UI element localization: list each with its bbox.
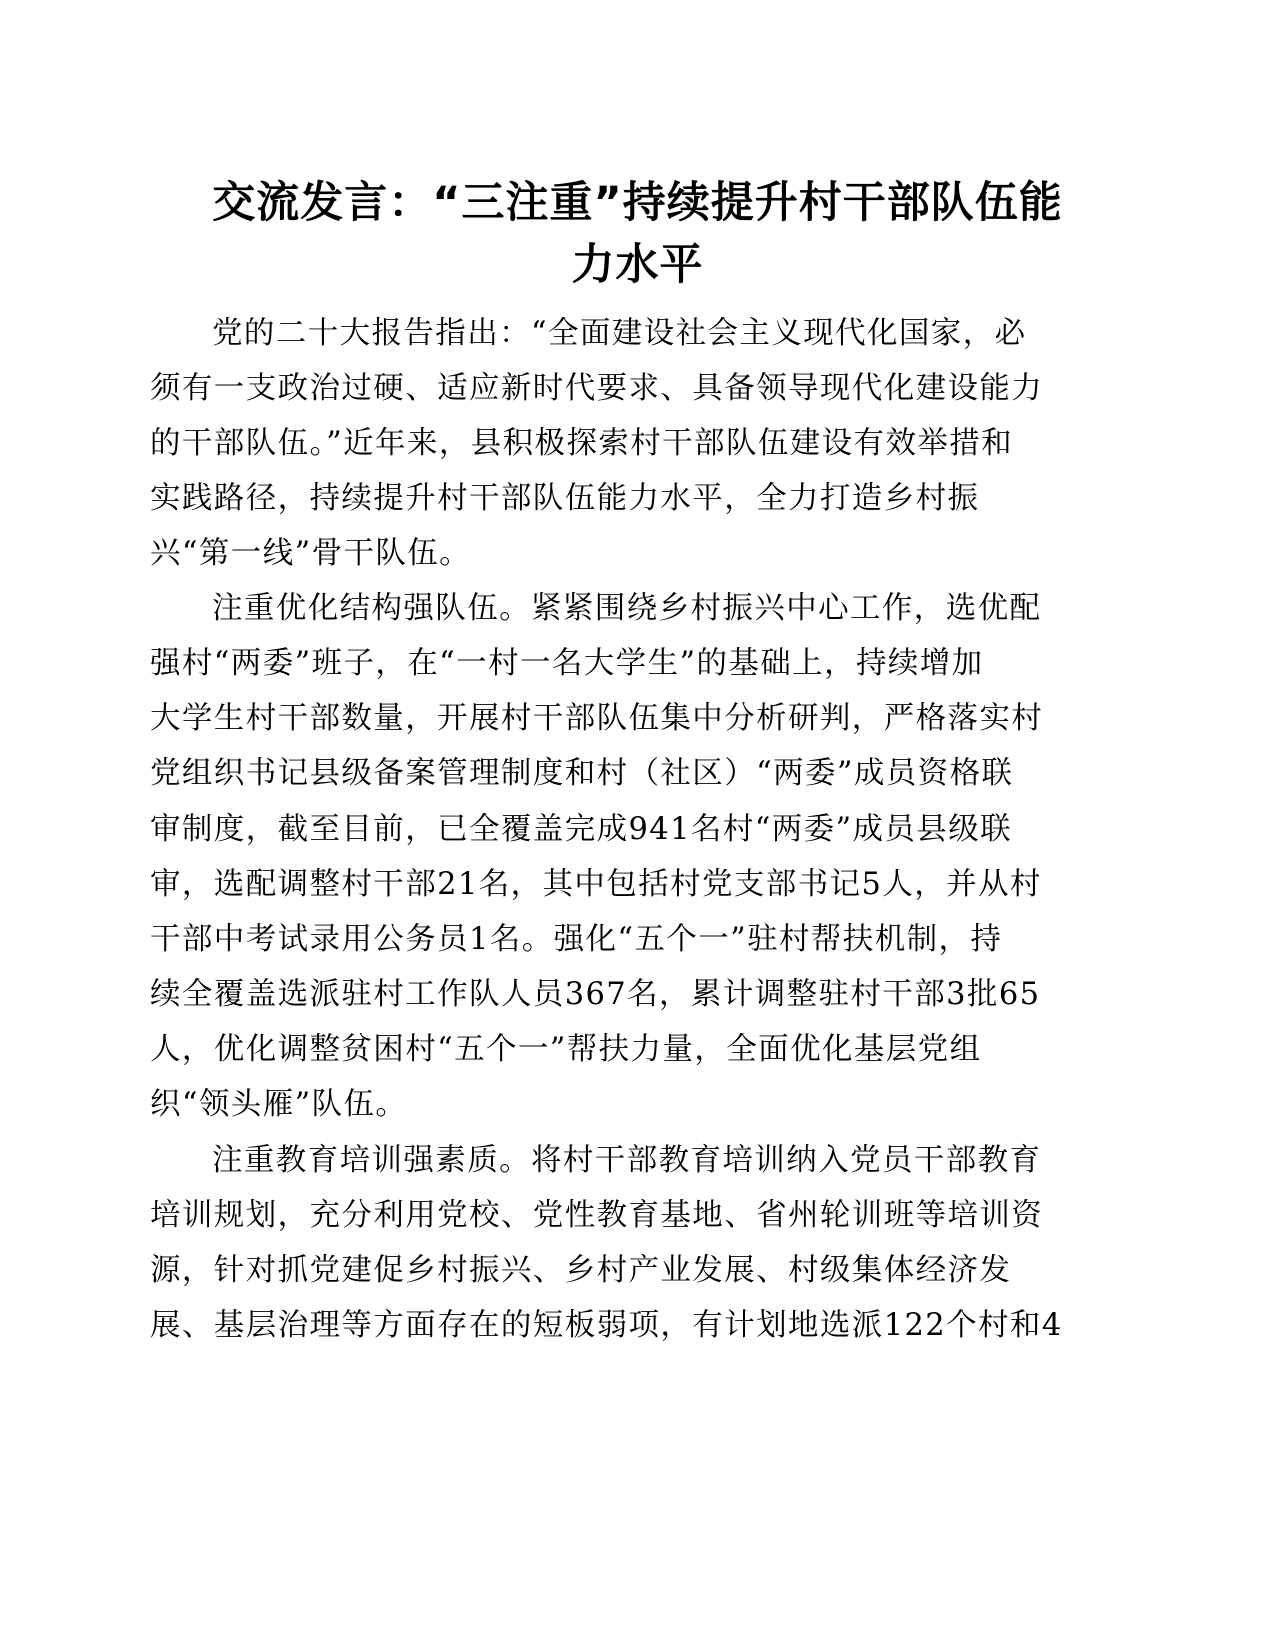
body-line-5: 兴“第一线”骨干队伍。 [150,536,472,571]
document-title [150,172,1125,296]
body-line-3: 的干部队伍。”近年来，县积极探索村干部队伍建设有效举措和 [150,426,1014,461]
body-line-18: 源，针对抓党建促乡村振兴、乡村产业发展、村级集体经济发 [150,1253,1012,1288]
body-line-8: 大学生村干部数量，开展村干部队伍集中分析研判，严格落实村 [150,701,1044,736]
body-line-2: 须有一支政治过硬、适应新时代要求、具备领导现代化建设能力 [150,371,1044,406]
body-line-4: 实践路径，持续提升村干部队伍能力水平，全力打造乡村振 [150,481,980,516]
body-line-16: 注重教育培训强素质。将村干部教育培训纳入党员干部教育 [212,1143,1042,1178]
body-line-7: 强村“两委”班子，在“一村一名大学生”的基础上，持续增加 [150,646,984,681]
body-line-15: 织“领头雁”队伍。 [150,1087,408,1122]
body-line-1: 党的二十大报告指出：“全面建设社会主义现代化国家，必 [212,316,1027,351]
body-line-12: 干部中考试录用公务员1名。强化“五个一”驻村帮扶机制，持 [150,922,1003,957]
body-line-9: 党组织书记县级备案管理制度和村（社区）“两委”成员资格联 [150,756,1014,791]
body-line-13: 续全覆盖选派驻村工作队人员367名，累计调整驻村干部3批65 [150,977,1041,1012]
body-line-14: 人，优化调整贫困村“五个一”帮扶力量，全面优化基层党组 [150,1032,982,1067]
title-line-2: 力水平 [571,240,704,290]
body-line-19: 展、基层治理等方面存在的短板弱项，有计划地选派122个村和4 [150,1308,1063,1343]
body-line-6: 注重优化结构强队伍。紧紧围绕乡村振兴中心工作，选优配 [212,591,1042,626]
body-line-17: 培训规划，充分利用党校、党性教育基地、省州轮训班等培训资 [150,1198,1044,1233]
body-line-11: 审，选配调整村干部21名，其中包括村党支部书记5人，并从村 [150,867,1042,902]
title-line-1: 交流发言：“三注重”持续提升村干部队伍能 [212,178,1063,228]
body-line-10: 审制度，截至目前，已全覆盖完成941名村“两委”成员县级联 [150,812,1012,847]
